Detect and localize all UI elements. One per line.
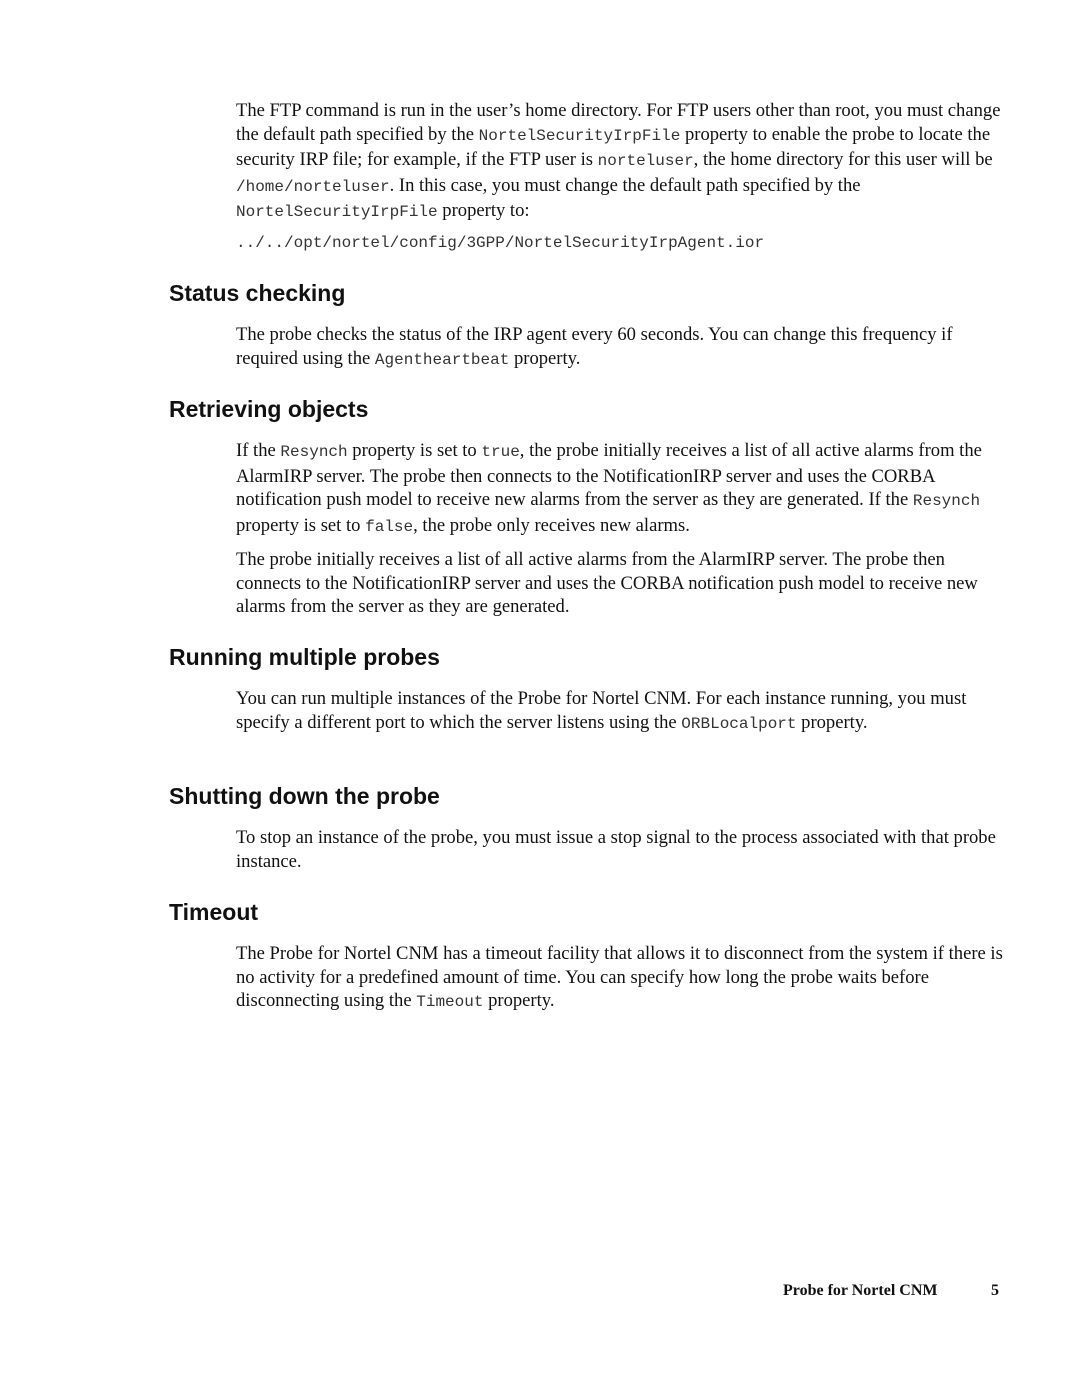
text-run: property to enable the probe to locate the security IRP file; for example, if the FTP user is: [236, 123, 991, 171]
text-run: . In this case, you must change the default path specified by the: [389, 174, 861, 196]
text-run: property to:: [437, 200, 530, 222]
paragraph: [236, 99, 1006, 225]
section-heading: Shutting down the probe: [169, 783, 440, 809]
section-heading: Timeout: [169, 899, 259, 925]
inline-code: false: [365, 517, 414, 536]
inline-code: NortelSecurityIrpFile: [478, 126, 681, 145]
section-heading: Running multiple probes: [169, 644, 440, 670]
text-run: , the home directory for this user will be: [693, 149, 993, 171]
inline-code: Agentheartbeat: [374, 350, 510, 369]
paragraph: [236, 439, 1006, 539]
text-run: property.: [796, 711, 868, 733]
inline-code: Resynch: [912, 492, 981, 511]
inline-code: Resynch: [280, 443, 348, 461]
footer-title: Probe for Nortel CNM: [783, 1282, 938, 1299]
inline-code: true: [481, 443, 520, 461]
paragraph: [236, 826, 1006, 873]
text-run: property is set to: [236, 514, 366, 536]
text-run: property.: [509, 347, 581, 369]
paragraph: [236, 687, 1006, 736]
text-run: If the: [236, 440, 281, 461]
text-run: , the probe only receives new alarms.: [413, 514, 690, 536]
text-run: The probe checks the status of the IRP agent every 60 seconds. You can change this frequency if required using the: [236, 324, 953, 369]
text-run: To stop an instance of the probe, you must issue a stop signal to the process associated with that probe instance.: [236, 827, 996, 872]
text-run: The FTP command is run in the user’s home directory. For FTP users other than root, you must change the default path specified by the: [236, 100, 1001, 145]
inline-code: norteluser: [597, 152, 694, 171]
text-run: You can run multiple instances of the Probe for Nortel CNM. For each instance running, you must specify a different port to which the server listens using the: [236, 688, 967, 733]
inline-code: Timeout: [416, 993, 484, 1012]
text-run: The Probe for Nortel CNM has a timeout facility that allows it to disconnect from the system if there is no activity for a predefined amount of time. You can specify how long the probe waits before disconnecting using the: [236, 943, 1003, 1012]
inline-code: ORBLocalport: [681, 714, 797, 733]
paragraph: [236, 548, 1006, 619]
text-run: The probe initially receives a list of all active alarms from the AlarmIRP server. The probe then connects to the NotificationIRP server and uses the CORBA notification push model to receive new alarms from the server as they are generated.: [236, 549, 978, 618]
text-run: , the probe initially receives a list of all active alarms from the AlarmIRP server. The probe then connects to the NotificationIRP server and uses the CORBA notification push model to receive new alarms from the server as they are generated. If the: [236, 440, 982, 511]
page-number: 5: [991, 1282, 999, 1299]
text-run: property.: [483, 990, 555, 1012]
code-line: ../../opt/nortel/config/3GPP/NortelSecurityIrpAgent.ior: [236, 234, 765, 252]
section-heading: Retrieving objects: [169, 396, 369, 422]
inline-code: NortelSecurityIrpFile: [236, 203, 438, 222]
paragraph: [236, 323, 1006, 372]
section-heading: Status checking: [169, 280, 346, 306]
inline-code: /home/norteluser: [236, 177, 390, 196]
text-run: property is set to: [347, 440, 482, 461]
paragraph: [236, 942, 1006, 1015]
